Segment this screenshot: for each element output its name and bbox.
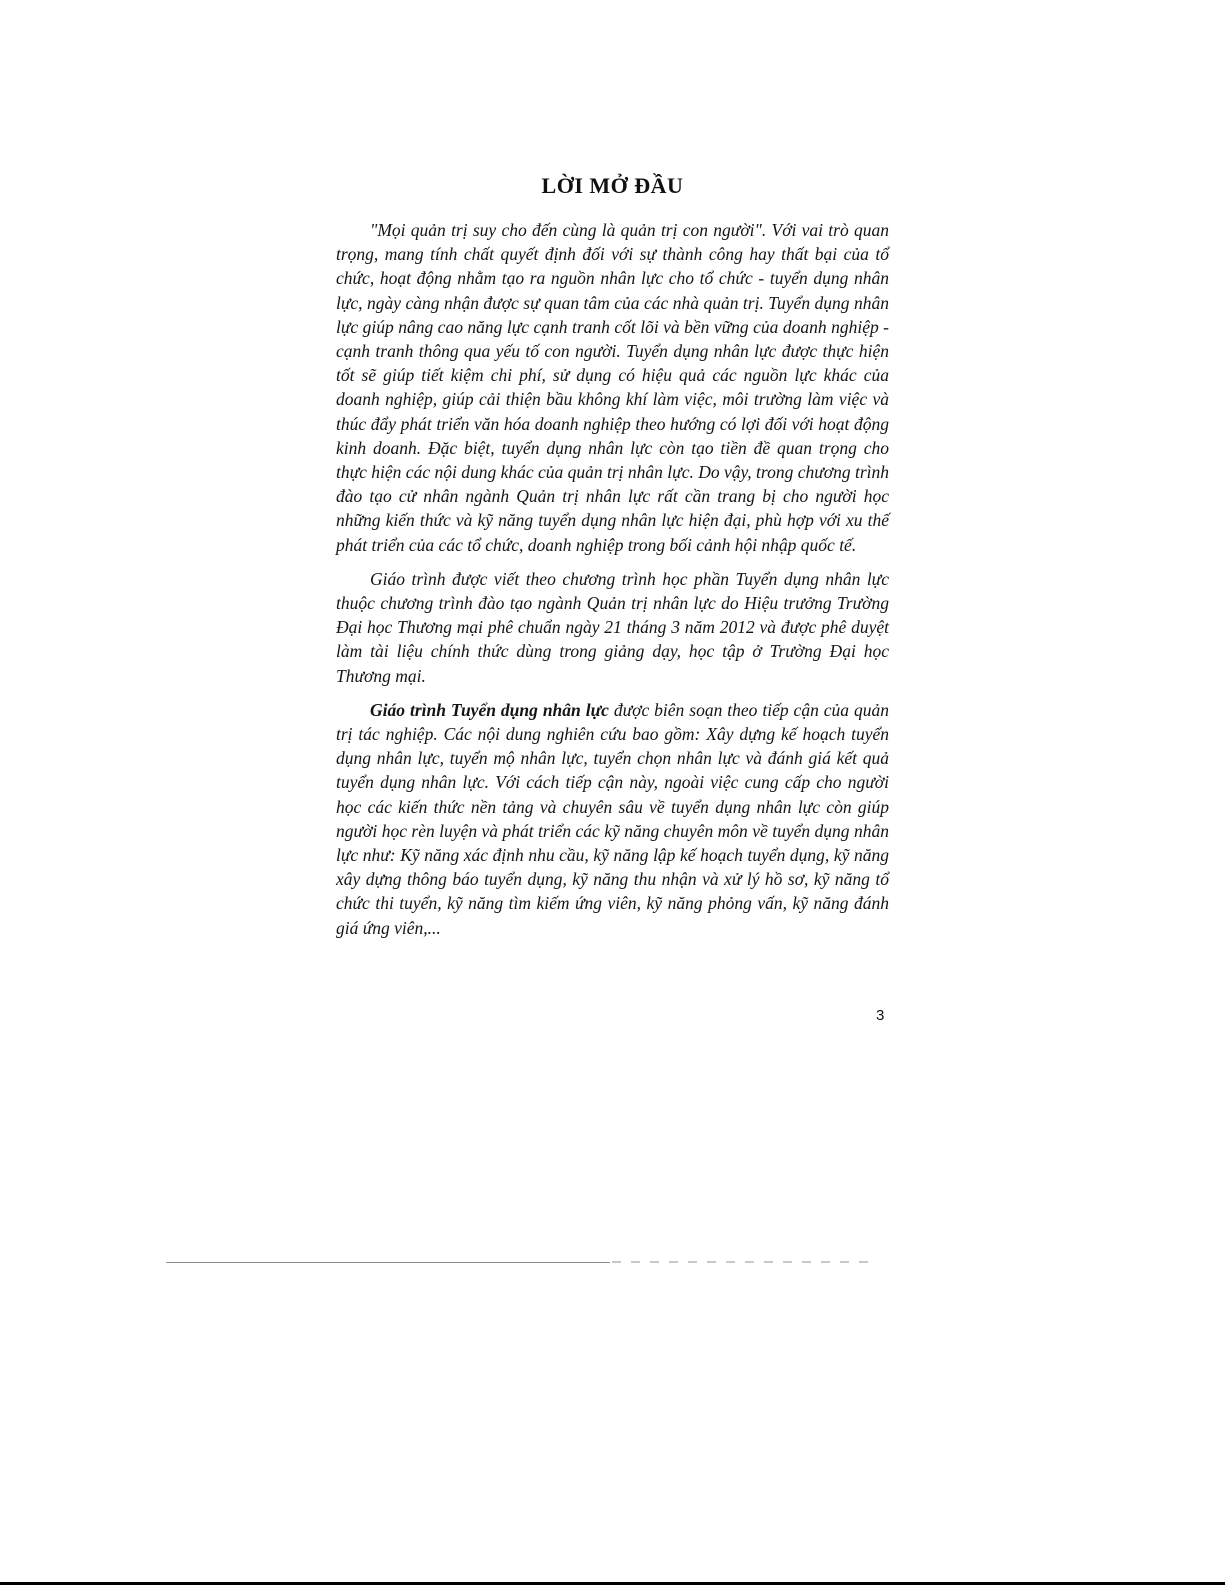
scan-artifact-dashes (612, 1261, 872, 1263)
book-title-lead: Giáo trình Tuyển dụng nhân lực (370, 699, 609, 720)
paragraph-intro-text: "Mọi quản trị suy cho đến cùng là quản trị con người". Với vai trò quan trọng, mang tính chất quyết định đối với sự thành công hay thất bại của tổ chức, hoạt động nhằm tạo ra nguồn nhân lực cho tổ chức - tuyển dụng nhân lực, ngày càng nhận được sự quan tâm của các nhà quản trị. Tuyển dụng nhân lực giúp nâng cao năng lực cạnh tranh cốt lõi và bền vững của doanh nghiệp - cạnh tranh thông qua yếu tố con người. Tuyển dụng nhân lực được thực hiện tốt sẽ giúp tiết kiệm chi phí, sử dụng có hiệu quả các nguồn lực khác của doanh nghiệp, giúp cải thiện bầu không khí làm việc, môi trường làm việc và thúc đẩy phát triển văn hóa doanh nghiệp theo hướng có lợi đối với hoạt động kinh doanh. Đặc biệt, tuyển dụng nhân lực còn tạo tiền đề quan trọng cho thực hiện các nội dung khác của quản trị nhân lực. Do vậy, trong chương trình đào tạo cử nhân ngành Quản trị nhân lực rất cần trang bị cho người học những kiến thức và kỹ năng tuyển dụng nhân lực hiện đại, phù hợp với xu thế phát triển của các tổ chức, doanh nghiệp trong bối cảnh hội nhập quốc tế. (336, 220, 890, 555)
paragraph-curriculum-text: Giáo trình được viết theo chương trình học phần Tuyển dụng nhân lực thuộc chương trình đào tạo ngành Quản trị nhân lực do Hiệu trưởng Trường Đại học Thương mại phê chuẩn ngày 21 tháng 3 năm 2012 và được phê duyệt làm tài liệu chính thức dùng trong giảng dạy, học tập ở Trường Đại học Thương mại. (336, 568, 889, 686)
paragraph-content (336, 698, 889, 940)
paragraph-curriculum (336, 567, 889, 688)
body-text (336, 218, 889, 950)
page-number: 3 (876, 1007, 885, 1024)
scan-divider-line (166, 1262, 610, 1263)
page-title: LỜI MỞ ĐẦU (541, 172, 684, 198)
paragraph-intro (336, 218, 889, 557)
paragraph-content-text: được biên soạn theo tiếp cận của quản trị tác nghiệp. Các nội dung nghiên cứu bao gồm: Xây dựng kế hoạch tuyển dụng nhân lực, tuyển mộ nhân lực, tuyển chọn nhân lực và đánh giá kết quả tuyển dụng nhân lực. Với cách tiếp cận này, ngoài việc cung cấp cho người học các kiến thức nền tảng và chuyên sâu về tuyển dụng nhân lực còn giúp người học rèn luyện và phát triển các kỹ năng chuyên môn về tuyển dụng nhân lực như: Kỹ năng xác định nhu cầu, kỹ năng lập kế hoạch tuyển dụng, kỹ năng xây dựng thông báo tuyển dụng, kỹ năng thu nhận và xử lý hồ sơ, kỹ năng tổ chức thi tuyển, kỹ năng tìm kiếm ứng viên, kỹ năng phỏng vấn, kỹ năng đánh giá ứng viên,... (336, 699, 890, 938)
